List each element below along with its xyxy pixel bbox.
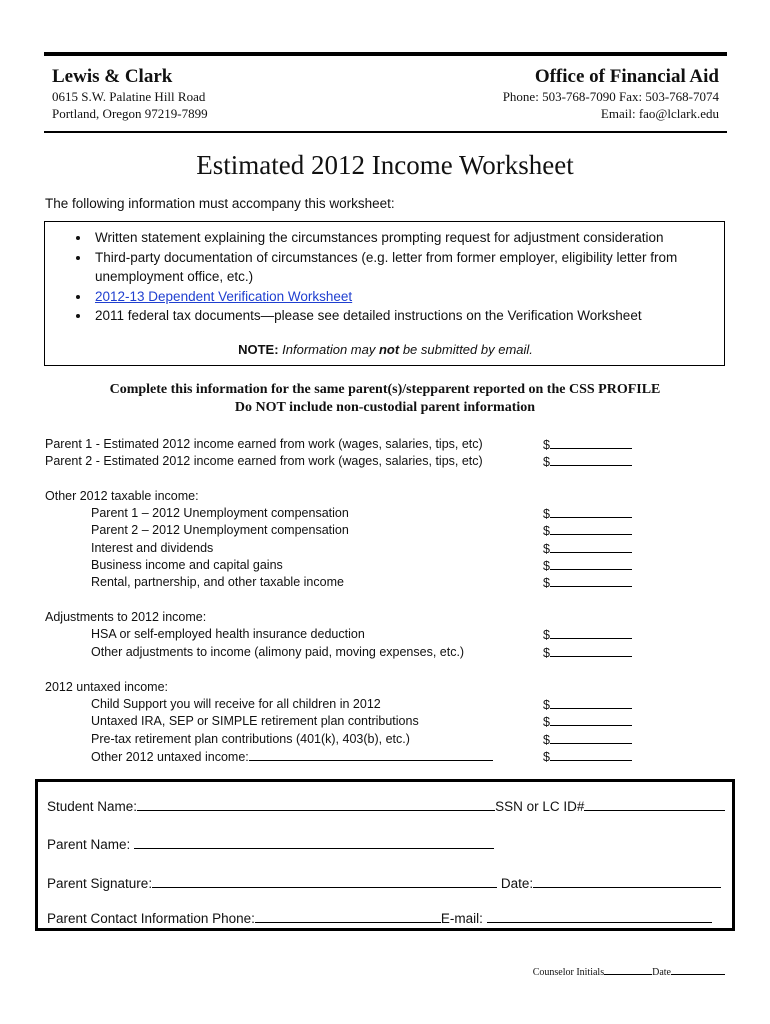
- parent2-work-income-label: Parent 2 - Estimated 2012 income earned from work (wages, salaries, tips, etc): [45, 454, 483, 468]
- dollar-sign: $: [543, 698, 550, 712]
- requirement-item: • 2011 federal tax documents—please see detailed instructions on the Verification Worksheet: [91, 306, 724, 326]
- counselor-initials: [533, 965, 725, 978]
- other-untaxed-row: [91, 748, 493, 766]
- header-bottom-rule: [44, 131, 727, 133]
- parent-phone-field[interactable]: [255, 910, 441, 923]
- counselor-date-label: Date: [652, 967, 671, 978]
- note-emphasis: not: [378, 342, 400, 357]
- signature-box: [35, 779, 735, 931]
- parent2-unemployment-label: Parent 2 – 2012 Unemployment compensation: [91, 523, 349, 537]
- address-line-1: 0615 S.W. Palatine Hill Road: [52, 89, 206, 104]
- office-email: Email: fao@lclark.edu: [600, 106, 719, 121]
- parent-contact-row: [47, 910, 712, 926]
- parent-signature-field[interactable]: [152, 875, 497, 888]
- untaxed-ira-field[interactable]: [543, 713, 632, 731]
- requirement-item: • Third-party documentation of circumstances (e.g. letter from former employer, eligibility letter from unemployment office, etc.): [91, 248, 724, 287]
- requirement-item: [91, 287, 724, 307]
- email-field[interactable]: [487, 910, 712, 923]
- business-income-label: Business income and capital gains: [91, 558, 283, 572]
- dollar-sign: $: [543, 438, 550, 452]
- parent1-unemployment-field[interactable]: [543, 505, 632, 523]
- intro-text: The following information must accompany this worksheet:: [45, 196, 395, 211]
- parent-signature-row: [47, 875, 721, 891]
- dollar-sign: $: [543, 750, 550, 764]
- dollar-sign: $: [543, 646, 550, 660]
- college-name: Lewis & Clark: [52, 66, 173, 87]
- instruction-line-2: Do NOT include non-custodial parent information: [234, 400, 536, 415]
- date-label: Date:: [500, 876, 534, 891]
- requirements-box: [44, 221, 725, 366]
- dollar-sign: $: [543, 507, 550, 521]
- hsa-deduction-label: HSA or self-employed health insurance deduction: [91, 627, 365, 641]
- hsa-deduction-field[interactable]: [543, 626, 632, 644]
- rental-income-field[interactable]: [543, 574, 632, 592]
- note-label: NOTE:: [238, 342, 279, 357]
- interest-dividends-field[interactable]: [543, 540, 632, 558]
- rental-income-label: Rental, partnership, and other taxable income: [91, 575, 344, 589]
- pretax-retirement-label: Pre-tax retirement plan contributions (401(k), 403(b), etc.): [91, 732, 410, 746]
- student-name-label: Student Name:: [47, 799, 138, 814]
- parent1-unemployment-label: Parent 1 – 2012 Unemployment compensation: [91, 506, 349, 520]
- dollar-sign: $: [543, 628, 550, 642]
- counselor-initials-field[interactable]: [604, 965, 652, 975]
- parent-signature-label: Parent Signature:: [47, 876, 153, 891]
- verification-worksheet-link[interactable]: 2012-13 Dependent Verification Worksheet: [95, 288, 353, 304]
- ssn-label: SSN or LC ID#: [495, 799, 585, 814]
- counselor-date-field[interactable]: [671, 965, 725, 975]
- address-line-2: Portland, Oregon 97219-7899: [52, 106, 208, 121]
- untaxed-ira-label: Untaxed IRA, SEP or SIMPLE retirement plan contributions: [91, 714, 419, 728]
- worksheet-title: Estimated 2012 Income Worksheet: [196, 150, 574, 180]
- other-taxable-heading: Other 2012 taxable income:: [45, 489, 199, 503]
- counselor-initials-label: Counselor Initials: [532, 967, 605, 978]
- other-adjustments-field[interactable]: [543, 644, 632, 662]
- untaxed-heading: 2012 untaxed income:: [45, 680, 169, 694]
- child-support-field[interactable]: [543, 696, 632, 714]
- office-contact-block: [503, 66, 719, 122]
- dollar-sign: $: [543, 524, 550, 538]
- dollar-sign: $: [543, 559, 550, 573]
- note-text-after: be submitted by email.: [402, 342, 533, 357]
- email-note: [45, 342, 726, 357]
- adjustments-heading: Adjustments to 2012 income:: [45, 610, 207, 624]
- dollar-sign: $: [543, 733, 550, 747]
- pretax-retirement-field[interactable]: [543, 731, 632, 749]
- parent-phone-label: Parent Contact Information Phone:: [47, 911, 255, 926]
- dollar-sign: $: [543, 542, 550, 556]
- office-name: Office of Financial Aid: [534, 66, 719, 87]
- note-text-before: Information may: [282, 342, 376, 357]
- dollar-sign: $: [543, 715, 550, 729]
- dollar-sign: $: [543, 455, 550, 469]
- student-row: [47, 798, 725, 814]
- parent-name-field[interactable]: [134, 836, 494, 849]
- office-phone-fax: Phone: 503-768-7090 Fax: 503-768-7074: [502, 89, 719, 104]
- parent2-unemployment-field[interactable]: [543, 522, 632, 540]
- other-adjustments-label: Other adjustments to income (alimony paid, moving expenses, etc.): [91, 645, 465, 659]
- interest-dividends-label: Interest and dividends: [91, 541, 214, 555]
- parent-name-label: Parent Name:: [47, 837, 131, 852]
- student-name-field[interactable]: [137, 798, 495, 811]
- business-income-field[interactable]: [543, 557, 632, 575]
- header-top-rule: [44, 52, 727, 56]
- parent1-work-income-field[interactable]: [543, 436, 632, 454]
- date-field[interactable]: [533, 875, 721, 888]
- other-untaxed-description-field[interactable]: [249, 748, 493, 761]
- other-untaxed-label: Other 2012 untaxed income:: [91, 750, 249, 764]
- dollar-sign: $: [543, 576, 550, 590]
- parent2-work-income-field[interactable]: [543, 453, 632, 471]
- requirement-item: • Written statement explaining the circumstances prompting request for adjustment consideration: [91, 228, 724, 248]
- parent-name-row: [47, 836, 494, 852]
- college-address-block: [52, 66, 208, 122]
- ssn-field[interactable]: [584, 798, 725, 811]
- other-untaxed-field[interactable]: [543, 748, 632, 766]
- email-label: E-mail:: [440, 911, 483, 926]
- instruction-line-1: Complete this information for the same parent(s)/stepparent reported on the CSS PROFILE: [109, 382, 661, 397]
- parent1-work-income-label: Parent 1 - Estimated 2012 income earned from work (wages, salaries, tips, etc): [45, 437, 483, 451]
- requirements-list: [45, 228, 724, 326]
- child-support-label: Child Support you will receive for all children in 2012: [91, 697, 381, 711]
